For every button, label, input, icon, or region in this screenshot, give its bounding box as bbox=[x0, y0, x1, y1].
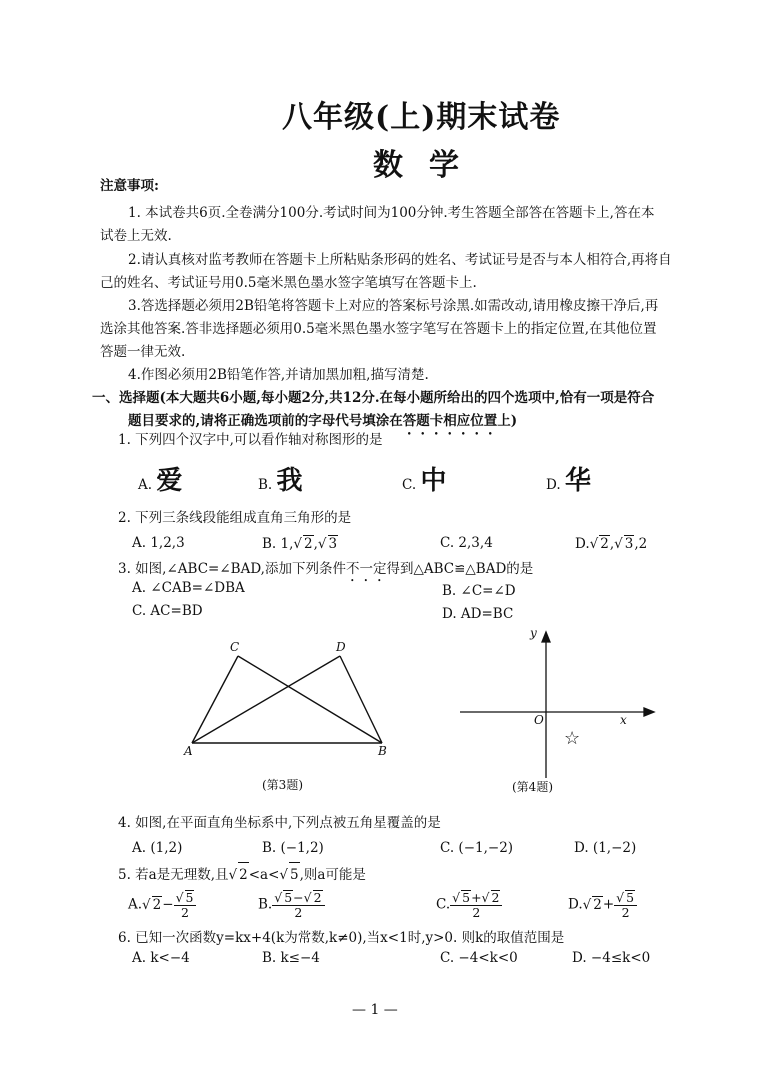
q1-option-d-label: D. bbox=[546, 477, 561, 493]
q2-d-post: ,2 bbox=[634, 536, 648, 552]
q1-stem: 1. 下列四个汉字中,可以看作轴对称图形的是 bbox=[118, 432, 383, 448]
q5-c-fraction bbox=[450, 890, 502, 920]
q6-stem: 6. 已知一次函数y=kx+4(k为常数,k≠0),当x<1时,y>0. 则k的取值范围是 bbox=[118, 930, 565, 946]
fig4-label-origin: O bbox=[534, 713, 544, 727]
q1-option-b bbox=[258, 460, 303, 497]
q1-char-wo: 我 bbox=[276, 466, 303, 496]
q2-b-root-1: 2 bbox=[304, 536, 313, 552]
q5-a-op: − bbox=[162, 896, 174, 913]
q5-b-op: − bbox=[293, 890, 304, 905]
q5-option-d bbox=[568, 890, 637, 920]
q5-c-den: 2 bbox=[472, 905, 481, 920]
q5-option-b bbox=[258, 890, 325, 920]
q2-option-b bbox=[262, 535, 338, 552]
q6-option-b: B. k≤−4 bbox=[262, 950, 320, 966]
q2-d-root-1: 2 bbox=[600, 536, 609, 552]
radical-icon bbox=[583, 897, 592, 913]
q5-c-op: + bbox=[471, 890, 482, 905]
q6-option-a: A. k<−4 bbox=[132, 950, 190, 966]
radical-icon bbox=[274, 890, 282, 905]
q4-option-b: B. (−1,2) bbox=[262, 840, 324, 856]
q1-option-a-label: A. bbox=[138, 477, 153, 493]
segment-ad bbox=[192, 656, 340, 743]
q5-a-den: 2 bbox=[181, 905, 189, 920]
notes-heading: 注意事项: bbox=[100, 178, 159, 194]
fig4-label-y: y bbox=[530, 626, 537, 640]
q1-option-c-label: C. bbox=[402, 477, 417, 493]
q5-b-den: 2 bbox=[294, 905, 303, 920]
q3-option-a: A. ∠CAB=∠DBA bbox=[132, 580, 245, 596]
q5-d-den: 2 bbox=[621, 905, 630, 920]
section-1-instructions-line-1: 一、选择题(本大题共6小题,每小题2分,共12分.在每小题所给出的四个选项中,恰有一项是符合 bbox=[92, 390, 655, 406]
q4-option-a: A. (1,2) bbox=[132, 840, 183, 856]
radical-icon bbox=[293, 536, 302, 552]
q1-option-c bbox=[402, 460, 446, 497]
q1-option-d bbox=[546, 460, 591, 497]
fig3-caption: (第3题) bbox=[262, 778, 303, 792]
q5-stem-root-2: 5 bbox=[289, 862, 300, 887]
q4-option-d: D. (1,−2) bbox=[574, 840, 637, 856]
radical-icon bbox=[318, 536, 327, 552]
q5-a-root: 2 bbox=[152, 896, 162, 913]
q5-a-pre: A. bbox=[128, 896, 143, 913]
radical-icon bbox=[304, 890, 312, 905]
fig3-label-c: C bbox=[230, 640, 240, 654]
q5-d-pre: D. bbox=[568, 896, 583, 913]
section-1-line-2-c: 上) bbox=[497, 413, 518, 429]
radical-icon bbox=[616, 890, 624, 905]
exam-title: 八年级(上)期末试卷 bbox=[282, 100, 561, 135]
q5-b-pre: B. bbox=[258, 896, 273, 913]
radical-icon bbox=[176, 890, 184, 905]
q5-stem-a: 5. 若a是无理数,且 bbox=[118, 867, 229, 883]
q3-stem-emphasis: 不一定 bbox=[345, 561, 387, 577]
q2-b-root-2: 3 bbox=[328, 536, 338, 552]
q2-option-a: A. 1,2,3 bbox=[132, 535, 185, 551]
q2-d-mid: , bbox=[609, 536, 615, 552]
q5-b-fraction bbox=[272, 890, 324, 920]
note-3-line-1: 3.答选择题必须用2B铅笔将答题卡上对应的答案标号涂黑.如需改动,请用橡皮擦干净后,再 bbox=[128, 298, 659, 314]
fig4-label-x: x bbox=[620, 713, 627, 727]
q3-option-d: D. AD=BC bbox=[442, 606, 514, 622]
q5-c-pre: C. bbox=[436, 896, 451, 913]
q5-d-op: + bbox=[602, 896, 615, 913]
q2-option-d bbox=[575, 535, 647, 552]
y-axis-arrow-icon bbox=[542, 632, 550, 642]
q4-stem: 4. 如图,在平面直角坐标系中,下列点被五角星覆盖的是 bbox=[118, 815, 441, 831]
note-4: 4.作图必须用2B铅笔作答,并请加黑加粗,描写清楚. bbox=[128, 367, 429, 383]
radical-icon bbox=[482, 890, 490, 905]
fig3-label-b: B bbox=[378, 744, 387, 758]
radical-icon bbox=[590, 536, 599, 552]
radical-icon bbox=[142, 897, 151, 913]
section-1-line-2-a: 题目要求的,请将正确选项前的字母代号填涂在 bbox=[128, 413, 403, 429]
section-1-line-2-emphasis: 答题卡相应位置 bbox=[402, 413, 498, 429]
radical-icon bbox=[614, 536, 623, 552]
q3-option-c: C. AC=BD bbox=[132, 603, 203, 619]
q3-option-b: B. ∠C=∠D bbox=[442, 583, 516, 599]
q5-stem-mid: <a< bbox=[248, 867, 280, 883]
q5-b-num-2: 2 bbox=[313, 890, 322, 905]
q5-c-num-2: 2 bbox=[491, 890, 500, 905]
q5-a-fraction bbox=[174, 890, 197, 920]
q3-stem-b: 得到△ABC≌△BAD的是 bbox=[386, 561, 534, 577]
q5-c-num-1: 5 bbox=[462, 890, 471, 905]
q5-option-a bbox=[128, 890, 196, 920]
page-number: — 1 — bbox=[352, 1002, 398, 1018]
q3-stem-a: 3. 如图,∠ABC=∠BAD,添加下列条件 bbox=[118, 561, 346, 577]
radical-icon bbox=[452, 890, 460, 905]
fig3-label-d: D bbox=[336, 640, 346, 654]
q5-a-num: 5 bbox=[185, 890, 194, 905]
q1-option-b-label: B. bbox=[258, 477, 273, 493]
subject-title: 数学 bbox=[373, 148, 485, 183]
q5-option-c bbox=[436, 890, 502, 920]
q4-option-c: C. (−1,−2) bbox=[440, 840, 514, 856]
q5-d-root: 2 bbox=[593, 896, 602, 913]
q1-option-a bbox=[138, 460, 182, 497]
q2-d-pre: D. bbox=[575, 536, 590, 552]
note-1-line-2: 试卷上无效. bbox=[100, 228, 172, 244]
q2-b-mid: , bbox=[313, 536, 318, 552]
note-2-line-1: 2.请认真核对监考教师在答题卡上所粘贴条形码的姓名、考试证号是否与本人相符合,再将自 bbox=[128, 252, 672, 268]
fig4-caption: (第4题) bbox=[512, 780, 553, 794]
q2-stem: 2. 下列三条线段能组成直角三角形的是 bbox=[118, 510, 352, 526]
q5-stem bbox=[118, 862, 366, 887]
q1-char-hua: 华 bbox=[564, 466, 591, 496]
radical-icon bbox=[279, 867, 288, 883]
q6-option-c: C. −4<k<0 bbox=[440, 950, 518, 966]
q5-d-fraction bbox=[614, 890, 637, 920]
q2-d-root-2: 3 bbox=[624, 536, 634, 552]
radical-icon bbox=[229, 867, 238, 883]
q2-b-pre: B. 1, bbox=[262, 536, 294, 552]
note-3-line-3: 答题一律无效. bbox=[100, 344, 186, 360]
note-3-line-2: 选涂其他答案.答非选择题必须用0.5毫米黑色墨水签字笔写在答题卡上的指定位置,在其他位置 bbox=[100, 321, 657, 337]
q1-char-ai: 爱 bbox=[156, 466, 183, 496]
q2-option-c: C. 2,3,4 bbox=[440, 535, 493, 551]
q1-char-zhong: 中 bbox=[420, 466, 447, 496]
q5-stem-b: ,则a可能是 bbox=[299, 867, 366, 883]
star-icon: ☆ bbox=[564, 728, 581, 749]
note-1-line-1: 1. 本试卷共6页.全卷满分100分.考试时间为100分钟.考生答题全部答在答题卡上,答在本 bbox=[128, 205, 655, 221]
figure-4-axes bbox=[458, 628, 658, 778]
q5-d-num: 5 bbox=[626, 890, 635, 905]
note-2-line-2: 己的姓名、考试证号用0.5毫米黑色墨水签字笔填写在答题卡上. bbox=[100, 275, 477, 291]
fig3-label-a: A bbox=[184, 744, 193, 758]
x-axis-arrow-icon bbox=[644, 708, 654, 716]
q5-stem-root-1: 2 bbox=[238, 862, 249, 887]
q5-b-num-1: 5 bbox=[284, 890, 293, 905]
q6-option-d: D. −4≤k<0 bbox=[572, 950, 651, 966]
figure-3-trapezoid bbox=[178, 638, 408, 758]
